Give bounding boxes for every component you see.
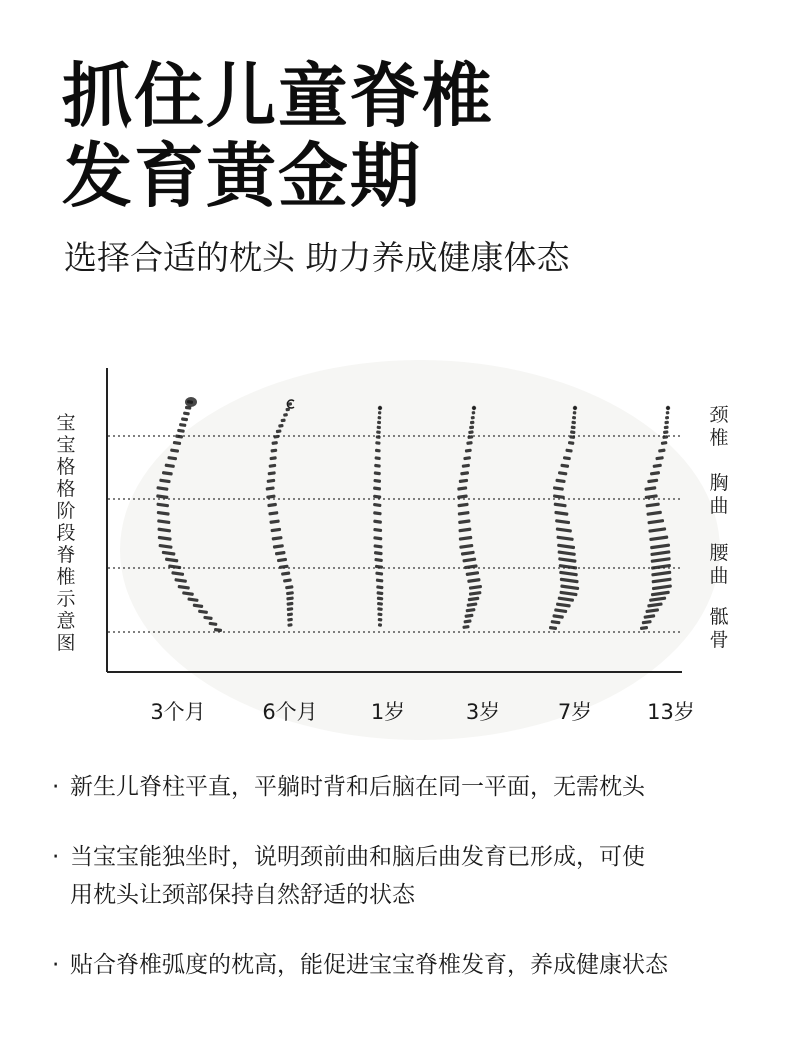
age-label: 3个月 <box>150 700 206 724</box>
vertical-label-char: 椎 <box>56 566 76 588</box>
bullet-marker: · <box>52 844 60 870</box>
vertical-label-char: 段 <box>56 522 76 544</box>
region-label-thoracic <box>705 472 733 518</box>
vertebra-mark <box>665 416 669 420</box>
region-label-lumbar <box>705 542 733 588</box>
vertical-label-char: 意 <box>56 610 76 632</box>
vertical-label-char: 阶 <box>56 500 76 522</box>
background-glow <box>120 360 720 740</box>
region-char: 椎 <box>709 427 729 449</box>
vertical-label-char: 脊 <box>56 544 76 566</box>
vertical-label-char: 格 <box>56 478 76 500</box>
diagram-vertical-label <box>53 412 79 654</box>
age-label: 6个月 <box>262 700 318 724</box>
age-label: 1岁 <box>370 700 406 724</box>
region-char: 颈 <box>709 404 729 426</box>
region-char: 曲 <box>709 565 729 587</box>
skull-mark <box>666 406 670 410</box>
vertebra-mark <box>666 411 670 415</box>
list-item <box>48 768 768 806</box>
info-list <box>48 768 768 1016</box>
spine-development-diagram <box>0 300 790 740</box>
age-label: 7岁 <box>557 700 593 724</box>
vertebra-mark <box>664 421 669 425</box>
title-line-1: 抓住儿童脊椎 <box>62 55 494 137</box>
vertical-label-char: 宝 <box>56 434 76 456</box>
region-char: 骨 <box>709 629 729 651</box>
region-char: 骶 <box>709 606 729 628</box>
vertical-label-char: 格 <box>56 456 76 478</box>
bullet-text: 新生儿脊柱平直，平躺时背和后脑在同一平面，无需枕头 <box>70 774 645 800</box>
region-char: 胸 <box>709 472 729 494</box>
bullet-text: 用枕头让颈部保持自然舒适的状态 <box>70 882 415 908</box>
vertebra-mark <box>183 411 190 415</box>
age-label: 3岁 <box>465 700 501 724</box>
list-item <box>48 946 768 984</box>
vertebra-mark <box>177 429 185 433</box>
skull-mark <box>378 406 382 410</box>
vertebra-mark <box>179 423 187 427</box>
region-label-sacrum <box>705 606 733 652</box>
vertebra-mark <box>181 417 188 421</box>
bullet-marker: · <box>52 774 60 800</box>
skull-mark <box>472 406 476 410</box>
bullet-text: 当宝宝能独坐时，说明颈前曲和脑后曲发育已形成，可使 <box>70 844 645 870</box>
vertebra-mark <box>664 425 669 429</box>
vertical-label-char: 宝 <box>56 412 76 434</box>
title-line-2: 发育黄金期 <box>62 135 422 217</box>
page-subtitle: 选择合适的枕头 助力养成健康体态 <box>64 238 570 277</box>
vertebra-mark <box>663 430 669 434</box>
region-char: 腰 <box>709 542 729 564</box>
skull-mark <box>185 397 197 407</box>
spine-diagram-canvas <box>0 300 790 740</box>
list-item <box>48 838 768 914</box>
age-label: 13岁 <box>647 700 695 724</box>
skull-mark <box>573 406 577 410</box>
vertical-label-char: 图 <box>56 632 76 654</box>
bullet-marker: · <box>52 952 60 978</box>
vertical-label-char: 示 <box>56 588 76 610</box>
page-title <box>62 56 494 216</box>
bullet-text: 贴合脊椎弧度的枕高，能促进宝宝脊椎发育，养成健康状态 <box>70 952 668 978</box>
region-char: 曲 <box>709 495 729 517</box>
region-label-cervical <box>705 404 733 450</box>
